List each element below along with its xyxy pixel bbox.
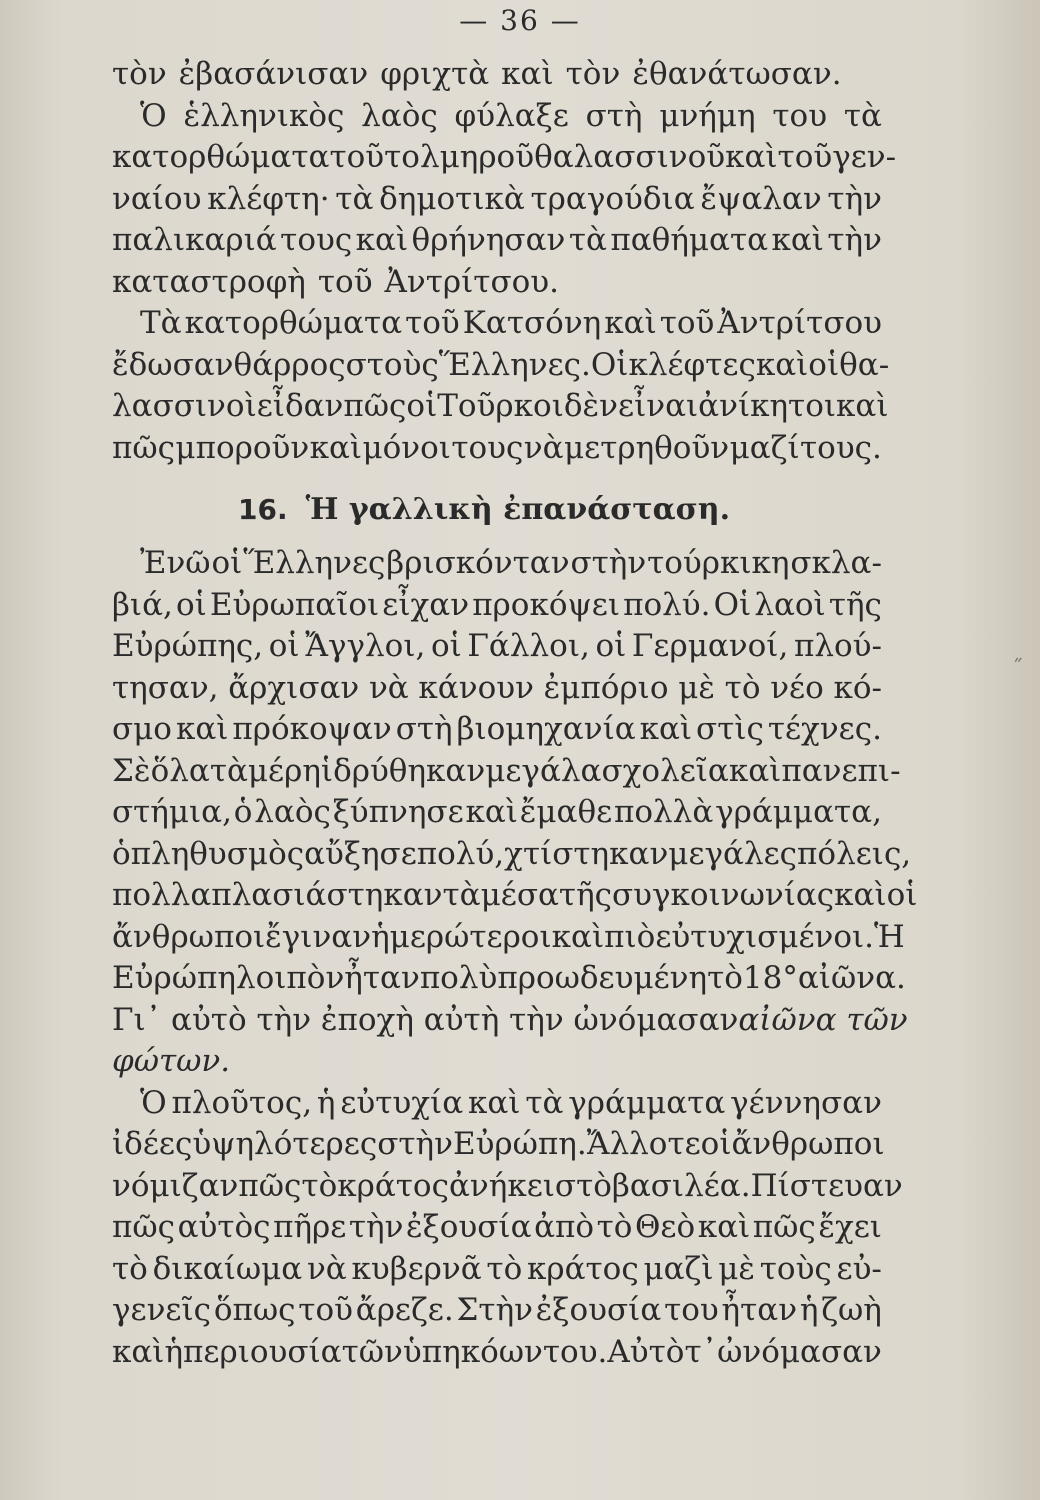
word: Γάλλοι, [467, 628, 590, 664]
text-line [112, 262, 882, 304]
text-line [112, 220, 882, 262]
word: ἔχει [818, 1209, 882, 1245]
word: ἄρχισαν [228, 669, 360, 706]
word: πρόκοψαν [232, 711, 392, 747]
word: Ἕλληνες [243, 545, 386, 581]
word: τὴν [827, 222, 882, 258]
word: λοιπὸν [235, 960, 345, 996]
word: παθήματα [610, 222, 769, 258]
word: πῶς [112, 429, 176, 466]
word: πολὺ [419, 960, 498, 996]
word: θαλασσινοῦ [534, 139, 726, 175]
word: θα- [839, 346, 890, 383]
word: ἀνήκει [448, 1167, 555, 1204]
word: Ἕλληνες. [438, 346, 591, 383]
word: τ᾿ [684, 1333, 718, 1370]
word: τούρκικη [647, 545, 790, 581]
text-line [112, 1124, 885, 1166]
word: καὶ [728, 752, 782, 789]
word: πῶς [343, 388, 407, 424]
word: ὑπηκόων [402, 1333, 543, 1370]
word: Ἀντρίτσου. [384, 263, 559, 300]
body-text [112, 54, 918, 1373]
word: Τὰ [140, 305, 182, 341]
word: δημοτικὰ [379, 180, 525, 217]
word: οἱ [268, 628, 300, 664]
word: στοὺς [345, 346, 439, 383]
word: ἑλληνικὸς [183, 97, 345, 134]
word: κλέφτες [628, 346, 756, 383]
word: τὸ [301, 1167, 338, 1204]
word: Ὁ [140, 1084, 167, 1121]
word: πολύ, [416, 835, 505, 872]
word: ζωὴ [821, 1292, 882, 1328]
word: καὶ [836, 388, 889, 424]
word: τὴν [348, 1209, 404, 1245]
word: τὸ [486, 1250, 523, 1287]
word: τὰ [209, 752, 248, 789]
word: ἡ [164, 1333, 184, 1370]
word: καὶ [604, 305, 657, 341]
word: κατορθώματα [184, 305, 403, 341]
word: καὶ [834, 877, 887, 913]
word: ἄνθρωποι [112, 918, 266, 955]
word: ὅπως [213, 1292, 296, 1328]
word: λαὸς [361, 97, 438, 134]
word: μεγάλα [485, 752, 602, 789]
word: γεν- [832, 139, 897, 175]
word: στὴ [395, 711, 453, 747]
word: Εὐρώπη. [452, 1126, 587, 1162]
word: νὰ [523, 429, 564, 466]
word: θάρρος [233, 346, 346, 383]
text-line [112, 958, 906, 1000]
text-line [112, 709, 882, 751]
word: κράτος [337, 1167, 449, 1204]
word: αὐτὸς [177, 1209, 271, 1245]
word: ἄνθρωποι [731, 1126, 885, 1162]
text-line [112, 792, 882, 834]
word: ἐξουσία [535, 1292, 662, 1328]
word: περιουσία [183, 1333, 342, 1370]
text-line [112, 428, 882, 470]
word: μαζὶ [643, 1250, 714, 1287]
word: κράτος [526, 1250, 639, 1287]
word: ἦταν [344, 960, 420, 996]
word: συγκοινωνίας [612, 877, 835, 913]
word: Γερμανοί, [631, 628, 789, 664]
text-line [112, 834, 912, 876]
word: τολμηροῦ [384, 139, 535, 175]
word: γράμματα, [715, 794, 882, 830]
word: καὶ [465, 794, 518, 830]
word: τῆς [558, 877, 613, 913]
word: μέσα [480, 877, 559, 913]
word: Ἄλλοτε [586, 1126, 701, 1162]
text-line [112, 1332, 882, 1374]
word: ἐξουσία [406, 1209, 532, 1245]
word: τῆς [828, 586, 882, 623]
word: στὴ [585, 97, 643, 134]
word: οἱ [886, 877, 918, 913]
word: ὁ [233, 794, 253, 830]
word: τοῦ [777, 139, 833, 175]
word: μεγάλες [668, 835, 798, 872]
word: στὴν [377, 1126, 453, 1162]
word: λαοὶ [754, 586, 826, 623]
text-line [112, 137, 897, 179]
text-line [112, 668, 882, 710]
word: κατορθώματα [112, 139, 330, 175]
word: στὶς [696, 711, 764, 747]
text-line-segment: Γι᾿ αὐτὸ τὴν ἐποχὴ αὐτὴ τὴν ὠνόμασαν [112, 1001, 739, 1038]
text-line [112, 1249, 882, 1291]
word: τησαν, [112, 669, 219, 706]
text-line [112, 1290, 882, 1332]
word: τὰ [568, 222, 607, 258]
word: μὲ [678, 669, 715, 706]
word: πολλὰ [614, 794, 714, 830]
word: γενεῖς [112, 1292, 212, 1328]
word: Εὐρώπης, [112, 628, 264, 664]
word: μετρηθοῦν [563, 429, 730, 466]
word: οἱ [700, 1126, 732, 1162]
word: Κατσόνη [462, 305, 602, 341]
word: καὶ [309, 429, 363, 466]
word: ἱδρύθηκαν [320, 752, 486, 789]
word: ἔμαθε [519, 794, 613, 830]
word: κλέφτη· [207, 180, 330, 217]
word: τέχνες. [767, 711, 882, 747]
word: πῶς [752, 1209, 816, 1245]
word: Ἀντρίτσου [717, 305, 882, 341]
word: πλού- [793, 628, 882, 664]
word: σκλα- [790, 545, 882, 581]
word: καὶ [755, 346, 809, 383]
word: Ἄγγλοι, [305, 628, 426, 664]
word: Πίστευαν [750, 1167, 903, 1204]
text-line [112, 1083, 882, 1125]
word: τους [280, 222, 353, 258]
word: οἱ [808, 346, 840, 383]
word: εἶδαν [256, 388, 344, 424]
word: 18° [742, 960, 798, 996]
word: εὐτυχισμένοι. [655, 918, 875, 955]
word: παλικαριά [112, 222, 277, 258]
word: ἔγιναν [265, 918, 372, 955]
word: φριχτὰ [380, 56, 490, 92]
word: πλοῦτος, [171, 1084, 313, 1121]
text-line [112, 179, 882, 221]
word: ξύπνησε [332, 794, 464, 830]
word: οἱ [595, 628, 627, 664]
word: ὁ [112, 835, 131, 872]
word: τὸ [596, 1209, 633, 1245]
word: Εὐρώπη [112, 960, 236, 996]
text-line [112, 543, 882, 585]
word: κυβερνᾶ [351, 1250, 482, 1287]
word: οἱ [211, 545, 243, 581]
text-line [112, 751, 901, 793]
word: μποροῦν [175, 429, 310, 466]
italic-phrase: αἰῶνα τῶν [738, 1001, 908, 1038]
word: τους [451, 429, 524, 466]
word: κάνουν [418, 669, 534, 706]
word: καὶ [501, 56, 554, 92]
page-number: — 36 — [459, 4, 581, 37]
word: Οἱ [713, 586, 752, 623]
word: Τοῦρκοι [437, 388, 564, 424]
word: Θεὸ [635, 1209, 696, 1245]
word: τὸ [707, 960, 743, 996]
word: τοῦ [329, 139, 385, 175]
word: ἡ [316, 1084, 336, 1121]
word: χτίστηκαν [504, 835, 669, 872]
text-line [112, 1000, 908, 1042]
word: εἶναι [618, 388, 699, 424]
word: ἄρεζε. [355, 1292, 454, 1328]
word: πολλαπλασιάστηκαν [112, 877, 443, 913]
word: τὰ [525, 1084, 564, 1121]
word: δικαίωμα [152, 1250, 303, 1287]
word: εἶχαν [382, 586, 470, 623]
word: καταστροφὴ [112, 263, 306, 300]
word: τους. [800, 429, 882, 466]
word: τὸ [724, 669, 761, 706]
text-line [112, 54, 882, 96]
word: Εὐρωπαῖοι [209, 586, 380, 623]
word: ἐθανάτωσαν. [632, 56, 842, 92]
word: ἦταν [721, 1292, 798, 1328]
text-line [112, 875, 918, 917]
word: θρήνησαν [411, 222, 566, 258]
section-title: Ἡ γαλλικὴ ἐπανάσταση. [305, 492, 731, 527]
word: σμο [112, 711, 172, 747]
word: του [772, 97, 828, 134]
word: τραγούδια [530, 180, 695, 217]
word: τὰ [335, 180, 374, 217]
word: τὸ [112, 1250, 148, 1287]
word: Στὴν [456, 1292, 533, 1328]
word: ἀνίκητοι [698, 388, 837, 424]
word: ἀπὸ [534, 1209, 595, 1245]
word: ἔδωσαν [112, 346, 234, 383]
word: ἐμπόριο [543, 669, 669, 706]
word: τοῦ [298, 1292, 353, 1328]
word: βασιλέα. [611, 1167, 751, 1204]
word: εὐ- [836, 1250, 882, 1287]
text-line [112, 1166, 903, 1208]
word: φύλαξε [454, 97, 569, 134]
word: μνήμη [659, 97, 756, 134]
word: αἰῶνα. [797, 960, 906, 996]
word: νέο [770, 669, 824, 706]
word: του [664, 1292, 719, 1328]
word: καὶ [725, 139, 778, 175]
word: τὰ [843, 97, 882, 134]
word: στὴν [570, 545, 647, 581]
word: ὠνόμασαν [717, 1333, 882, 1370]
word: λαὸς [254, 794, 331, 830]
word: βρισκόνταν [386, 545, 570, 581]
word: σχολεῖα [601, 752, 729, 789]
word: μέρη [247, 752, 321, 789]
text-line [112, 386, 889, 428]
word: ὅλα [150, 752, 210, 789]
word: Ὁ [140, 97, 167, 134]
word: τὴν [827, 180, 882, 217]
word: δὲν [563, 388, 619, 424]
word: καὶ [697, 1209, 751, 1245]
word: Ἡ [874, 918, 905, 955]
word: βιά, [112, 586, 173, 623]
word: στήμια, [112, 794, 232, 830]
word: καὶ [551, 918, 605, 955]
word: τοὺς [759, 1250, 832, 1287]
word: ἡμερώτεροι [371, 918, 552, 955]
word: τὰ [442, 877, 481, 913]
section-number: 16. [238, 493, 288, 526]
word: Αὐτὸ [607, 1333, 685, 1370]
word: κό- [833, 669, 882, 706]
text-line [112, 585, 882, 627]
word: προωδευμένη [497, 960, 708, 996]
word: πανεπι- [781, 752, 901, 789]
word: νὰ [368, 669, 409, 706]
word: γράμματα [568, 1084, 726, 1121]
word: ἡ [799, 1292, 819, 1328]
word: ναίου [112, 180, 202, 217]
text-line [112, 626, 882, 668]
word: πόλεις, [797, 835, 912, 872]
word: καὶ [112, 1333, 165, 1370]
italic-phrase: φώτων. [112, 1043, 231, 1079]
text-line [112, 303, 882, 345]
word: προκόψει [472, 586, 621, 623]
text-line [112, 96, 882, 138]
word: οἱ [406, 388, 438, 424]
word: ἔψαλαν [700, 180, 822, 217]
word: ἰδέες [112, 1126, 193, 1162]
word: νὰ [306, 1250, 347, 1287]
text-line [112, 1207, 882, 1249]
word: τὸν [565, 56, 621, 92]
word: καὶ [639, 711, 693, 747]
word: οἱ [430, 628, 462, 664]
word: γέννησαν [730, 1084, 882, 1121]
word: πῶς [112, 1209, 176, 1245]
word: πιὸ [604, 918, 656, 955]
word: ὑψηλότερες [192, 1126, 378, 1162]
word: τῶν [341, 1333, 403, 1370]
text-line [112, 1041, 882, 1083]
word: μόνοι [362, 429, 451, 466]
word: Ἐνῶ [140, 545, 211, 581]
word: αὔξησε [304, 835, 417, 872]
word: τοῦ [405, 305, 460, 341]
word: μαζί [729, 429, 800, 466]
word: καὶ [355, 222, 409, 258]
word: του. [542, 1333, 608, 1370]
word: στὸ [554, 1167, 612, 1204]
word: μὲ [718, 1250, 756, 1287]
text-line [112, 345, 890, 387]
word: πῆρε [273, 1209, 347, 1245]
text-line [112, 917, 905, 959]
word: ἐβασάνισαν [178, 56, 369, 92]
word: τοῦ [317, 263, 373, 300]
word: τοῦ [659, 305, 715, 341]
word: Οἱ [590, 346, 629, 383]
word: οἱ [175, 586, 207, 623]
word: βιομηχανία [456, 711, 636, 747]
word: καὶ [771, 222, 824, 258]
word: πῶς [238, 1167, 302, 1204]
word: νόμιζαν [112, 1167, 239, 1204]
word: πληθυσμὸς [130, 835, 305, 872]
word: καὶ [468, 1084, 521, 1121]
word: καὶ [175, 711, 229, 747]
word: Σὲ [112, 752, 151, 789]
word: πολύ. [623, 586, 711, 623]
section-heading [112, 481, 882, 539]
word: τὸν [112, 56, 167, 92]
margin-pencil-mark: ˝ [1012, 657, 1023, 682]
word: λασσινοὶ [112, 388, 257, 424]
word: εὐτυχία [340, 1084, 464, 1121]
